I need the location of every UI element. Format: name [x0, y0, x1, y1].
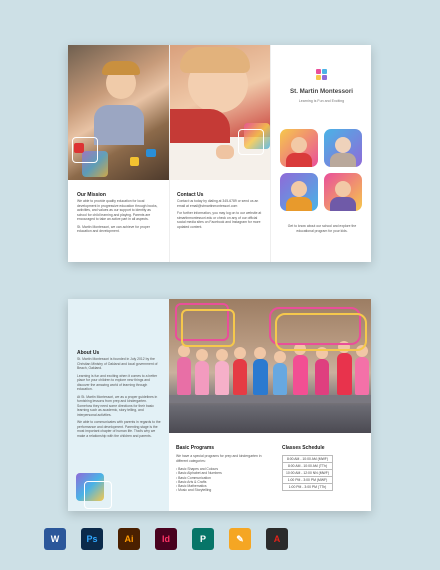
bench	[169, 395, 371, 403]
about-paragraph: Learning is fun and exciting when it comes to a better place for your children to explore new things and discover the amazing world of learning through education.	[77, 373, 158, 391]
word-icon[interactable]: W	[44, 528, 66, 550]
program-item: • Basic Mathematics	[176, 484, 222, 488]
programs-title: Basic Programs	[176, 445, 215, 451]
about-paragraph: St. Martin Montessori is founded in July 2012 by the Christian Ministry of Oakland and local government of Beach, Oakland.	[77, 357, 158, 370]
programs-intro: We have a special programs for prep and kindergarten in different categories:	[176, 454, 262, 463]
photoshop-icon[interactable]: Ps	[81, 528, 103, 550]
pdf-icon[interactable]: A	[266, 528, 288, 550]
table-row	[283, 484, 333, 491]
brochure-outer-sheet	[68, 45, 371, 262]
brochure-inner-sheet	[68, 299, 371, 511]
cover-blurb: Get to know about our school and explore the educational program for your kids.	[287, 224, 357, 233]
school-name: St. Martin Montessori	[290, 88, 353, 95]
program-item: • Basic Alphabet and Numbers	[176, 471, 222, 475]
kids-photo-grid	[280, 129, 362, 213]
illustrator-icon[interactable]: Ai	[118, 528, 140, 550]
schedule-cell: 1:00 PM - 3:00 PM (TTh)	[283, 484, 333, 491]
child-hair	[180, 47, 250, 73]
table-row	[283, 470, 333, 477]
mission-paragraph: We able to provide quality education for local development in progressive education through books, activities, and values as our support to identity as school for child learning and playing. Parents are encouraged to take an active part in all aspects.	[77, 199, 158, 221]
contact-panel	[169, 45, 270, 262]
about-paragraph: We able to communicates with parents in regards to the performance and development. Parenting stage is the most important chapter of human life. That's why we make a relationship with the children and parents.	[77, 420, 161, 438]
child-drawing-photo	[170, 45, 270, 180]
mission-panel	[68, 45, 169, 262]
mission-paragraph: St. Martin Montessori, we can achieve for proper education and development.	[77, 224, 150, 233]
outline-square-decor	[72, 137, 98, 163]
schedule-cell: 1:00 PM - 3:00 PM (MWF)	[283, 477, 333, 484]
outline-square-decor	[275, 313, 367, 351]
publisher-icon[interactable]: P	[192, 528, 214, 550]
program-item: • Basic Arts & Crafts	[176, 480, 222, 484]
toy-block-yellow	[130, 157, 139, 166]
pages-icon[interactable]: ✎	[229, 528, 251, 550]
child-shirt	[170, 109, 230, 143]
mission-title: Our Mission	[77, 192, 106, 198]
outline-square-decor	[238, 129, 264, 155]
outline-square-decor	[84, 481, 112, 509]
program-item: • Basic Communication	[176, 476, 222, 480]
schedule-table	[282, 455, 333, 491]
program-item: • Basic Shapes and Colours	[176, 467, 222, 471]
boy-hair	[102, 61, 140, 75]
outline-square-decor	[181, 309, 235, 347]
table-row	[283, 456, 333, 463]
toy-block-blue	[146, 149, 156, 157]
child-hand	[216, 145, 234, 159]
contact-paragraph: For further information, you may log on to our website at stmartinmontessori.edu or check on any of our official social media sites on Facebook and Instagram for more updated content.	[177, 211, 262, 229]
cover-panel	[270, 45, 371, 262]
about-paragraph: At St. Martin Montessori, we as a proper guidelines in furnishing lessons from prep and kindergarten. Somehow they need some directions for their basic learning such as academic, story telling, and interpersonal activities.	[77, 394, 158, 417]
schedule-title: Classes Schedule	[282, 445, 325, 451]
table-row	[283, 477, 333, 484]
table-row	[283, 463, 333, 470]
kid-photo-4	[324, 173, 362, 211]
schedule-cell: 10:00 AM - 12:00 NN (MWF)	[283, 470, 333, 477]
school-logo	[316, 69, 328, 81]
kid-photo-3	[280, 173, 318, 211]
indesign-icon[interactable]: Id	[155, 528, 177, 550]
kid-photo-1	[280, 129, 318, 167]
program-item: • Music and Storytelling	[176, 488, 222, 492]
classroom-photo	[169, 299, 371, 433]
boy-shirt	[94, 105, 144, 145]
contact-paragraph: Contact us today by dialing at 345-6789 or send us an email at email@stmartinmontessori.com	[177, 199, 259, 208]
about-panel	[68, 299, 169, 511]
schedule-cell: 8:00 AM - 10:00 AM (TTh)	[283, 463, 333, 470]
school-tagline: Learning is Fun and Exciting	[298, 99, 345, 103]
about-title: About Us	[77, 350, 100, 356]
programs-list	[176, 467, 222, 493]
schedule-cell: 8:00 AM - 10:00 AM (MWF)	[283, 456, 333, 463]
contact-title: Contact Us	[177, 192, 204, 198]
kid-photo-2	[324, 129, 362, 167]
